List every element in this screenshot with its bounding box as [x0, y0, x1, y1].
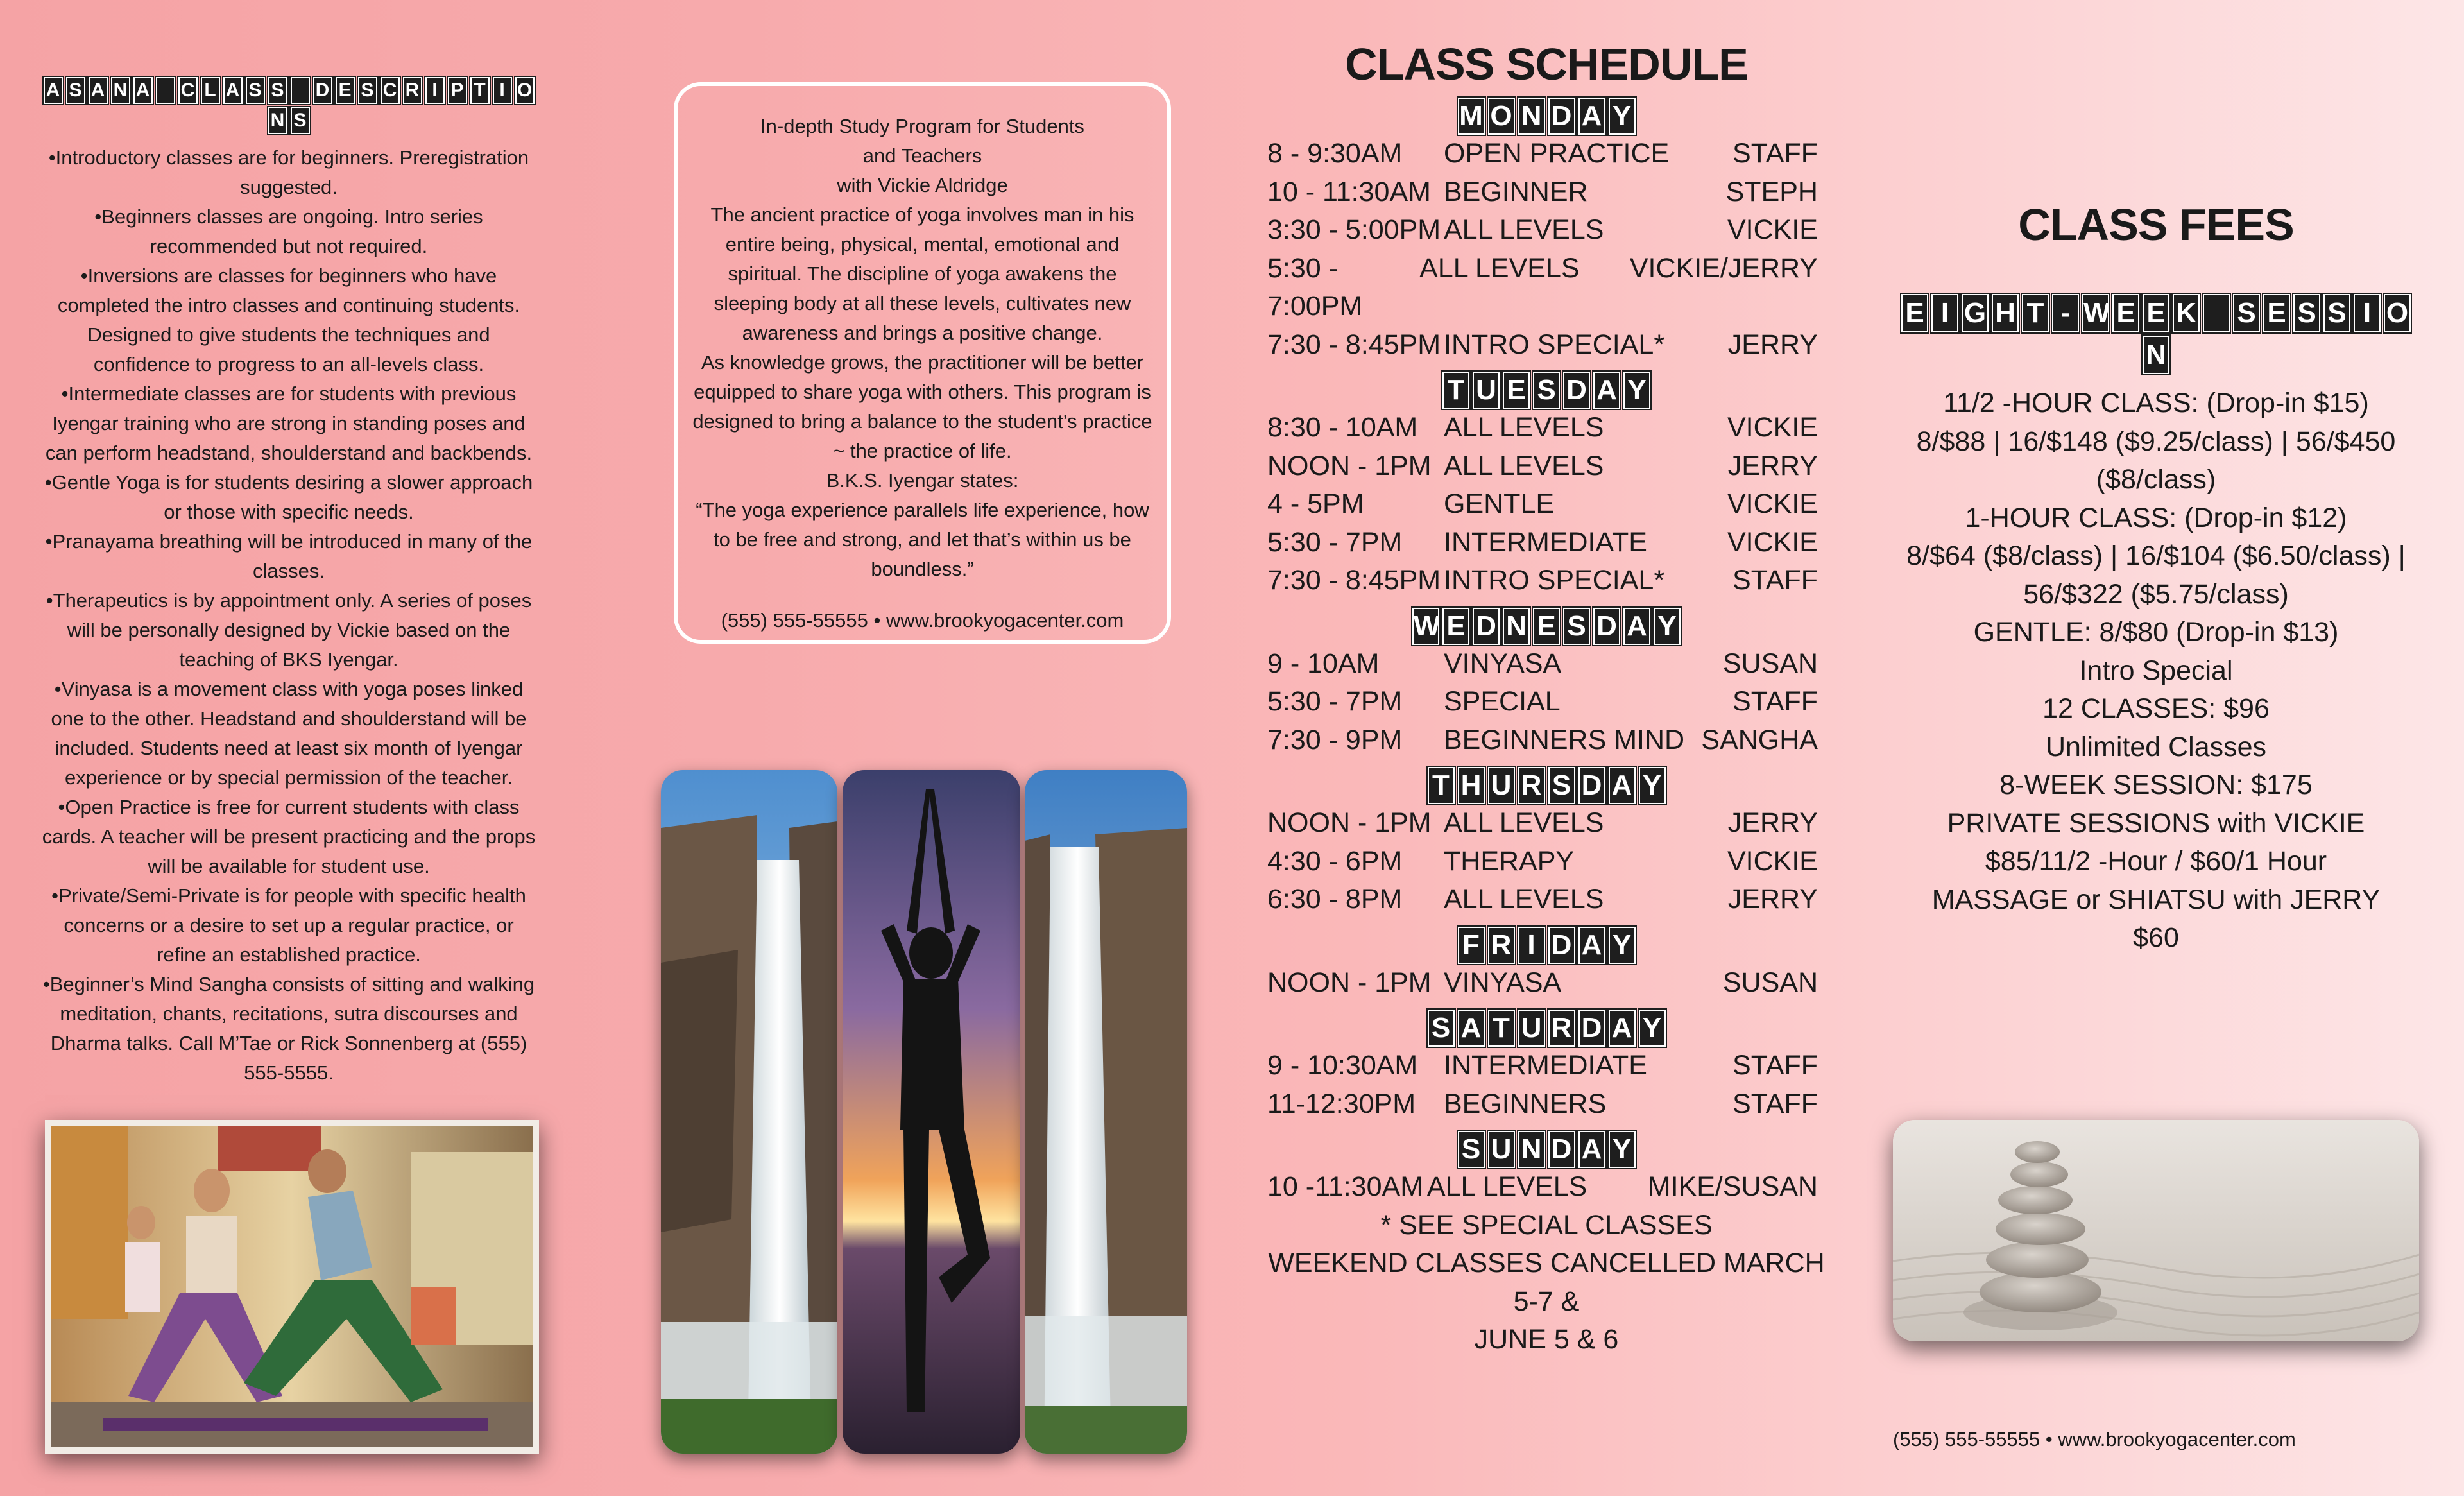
- heading-letter: E: [1533, 608, 1560, 645]
- class-name: THERAPY: [1444, 845, 1575, 877]
- heading-letter: Y: [1623, 372, 1650, 409]
- class-time: 5:30 - 7:00PM: [1267, 252, 1363, 322]
- day-heading-wednesday: [1267, 608, 1826, 645]
- schedule-row: [1267, 524, 1826, 562]
- schedule-row: [1267, 173, 1826, 212]
- class-name: BEGINNERS MIND: [1444, 724, 1685, 755]
- class-time: 10 - 11:30AM: [1267, 176, 1431, 207]
- class-staff: VICKIE: [1727, 488, 1818, 519]
- description-item: •Introductory classes are for beginners. Preregistration suggested.: [48, 146, 529, 198]
- description-item: •Pranayama breathing will be introduced in many of the classes.: [45, 530, 533, 582]
- heading-letter: Y: [1609, 98, 1636, 135]
- heading-letter: A: [1593, 372, 1620, 409]
- class-name: ALL LEVELS: [1444, 450, 1604, 481]
- class-time: NOON - 1PM: [1267, 450, 1432, 481]
- schedule-row: [1267, 645, 1826, 684]
- fees-title: CLASS FEES: [2018, 200, 2294, 250]
- heading-letter: Y: [1654, 608, 1681, 645]
- heading-letter: D: [1579, 767, 1605, 804]
- heading-letter: U: [1473, 372, 1500, 409]
- heading-letter: E: [1503, 372, 1530, 409]
- class-name: ALL LEVELS: [1426, 1171, 1587, 1202]
- heading-letter: R: [1518, 767, 1545, 804]
- heading-letter: S: [291, 107, 310, 134]
- schedule-row: [1267, 964, 1826, 1002]
- heading-letter: A: [223, 77, 243, 104]
- heading-letter: E: [336, 77, 355, 104]
- fee-line: Unlimited Classes: [2045, 731, 2267, 762]
- heading-letter: Y: [1639, 767, 1666, 804]
- class-time: NOON - 1PM: [1267, 807, 1432, 838]
- heading-letter: I: [2354, 294, 2381, 332]
- class-staff: VICKIE: [1727, 412, 1818, 443]
- heading-letter: N: [1503, 608, 1530, 645]
- eight-week-session-heading: [1890, 294, 2422, 374]
- class-staff: SUSAN: [1722, 648, 1818, 679]
- description-item: •Intermediate classes are for students with previous Iyengar training who are strong in standing poses and can perform headstand, shoulderstand and backbends.: [45, 383, 533, 464]
- class-time: NOON - 1PM: [1267, 967, 1432, 998]
- class-name: INTRO SPECIAL*: [1444, 565, 1665, 596]
- heading-letter: -: [2052, 294, 2079, 332]
- heading-letter: N: [1518, 98, 1545, 135]
- heading-letter: E: [2143, 294, 2169, 332]
- heading-letter: A: [1623, 608, 1650, 645]
- schedule-row: [1267, 485, 1826, 524]
- class-time: 11-12:30PM: [1267, 1088, 1416, 1119]
- heading-letter: A: [1579, 98, 1605, 135]
- heading-letter: A: [1609, 767, 1636, 804]
- heading-letter: S: [1548, 767, 1575, 804]
- schedule-row: [1267, 135, 1826, 173]
- class-staff: JERRY: [1727, 807, 1818, 838]
- heading-letter: [2203, 294, 2230, 332]
- heading-letter: D: [1473, 608, 1500, 645]
- heading-letter: S: [246, 77, 265, 104]
- heading-letter: K: [2173, 294, 2200, 332]
- fee-line: 8-WEEK SESSION: $175: [1999, 769, 2313, 800]
- class-name: VINYASA: [1444, 648, 1562, 679]
- heading-letter: W: [1412, 608, 1439, 645]
- heading-letter: D: [1548, 98, 1575, 135]
- descriptions-list: [38, 143, 539, 1088]
- class-schedule: [1267, 39, 1826, 1359]
- heading-letter: S: [2323, 294, 2350, 332]
- schedule-row: [1267, 326, 1826, 365]
- fee-line: MASSAGE or SHIATSU with JERRY: [1931, 884, 2381, 915]
- yoga-class-photo: [45, 1120, 539, 1454]
- class-time: 8:30 - 10AM: [1267, 412, 1418, 443]
- class-time: 6:30 - 8PM: [1267, 884, 1403, 915]
- class-staff: VICKIE: [1727, 526, 1818, 558]
- study-program-box: [674, 82, 1171, 644]
- heading-letter: T: [1488, 1010, 1515, 1047]
- fee-line: PRIVATE SESSIONS with VICKIE: [1947, 807, 2365, 839]
- heading-letter: C: [381, 77, 400, 104]
- schedule-row: [1267, 804, 1826, 843]
- study-title-1: In-depth Study Program for Students: [760, 115, 1084, 137]
- heading-letter: F: [1458, 927, 1485, 964]
- class-time: 10 -11:30AM: [1267, 1171, 1424, 1202]
- schedule-row: [1267, 409, 1826, 447]
- heading-letter: A: [1458, 1010, 1485, 1047]
- class-staff: MIKE/SUSAN: [1647, 1171, 1818, 1202]
- heading-letter: A: [89, 77, 108, 104]
- schedule-row: [1267, 721, 1826, 760]
- class-name: INTERMEDIATE: [1444, 526, 1647, 558]
- description-item: •Open Practice is free for current students with class cards. A teacher will be present practicing and the props will be available for student use.: [42, 796, 536, 877]
- heading-letter: E: [1901, 294, 1928, 332]
- class-staff: STAFF: [1733, 565, 1818, 596]
- description-item: •Gentle Yoga is for students desiring a slower approach or those with specific needs.: [44, 471, 533, 523]
- class-staff: VICKIE/JERRY: [1629, 252, 1818, 284]
- day-heading-monday: [1267, 98, 1826, 135]
- heading-letter: S: [2293, 294, 2320, 332]
- heading-letter: S: [358, 77, 377, 104]
- schedule-row: [1267, 843, 1826, 881]
- class-staff: JERRY: [1727, 329, 1818, 360]
- heading-letter: A: [1609, 1010, 1636, 1047]
- day-heading-thursday: [1267, 767, 1826, 804]
- description-item: •Private/Semi-Private is for people with specific health concerns or a desire to set up a regular practice, or refine an established practice.: [51, 884, 526, 966]
- class-name: BEGINNERS: [1444, 1088, 1607, 1119]
- heading-letter: R: [1488, 927, 1515, 964]
- study-title-3: with Vickie Aldridge: [837, 174, 1008, 196]
- heading-letter: D: [1563, 372, 1590, 409]
- day-heading-sunday: [1267, 1131, 1826, 1168]
- heading-letter: A: [1579, 927, 1605, 964]
- class-name: VINYASA: [1444, 967, 1562, 998]
- schedule-row: [1267, 211, 1826, 250]
- heading-letter: L: [201, 77, 220, 104]
- class-staff: SUSAN: [1722, 967, 1818, 998]
- iyengar-quote: “The yoga experience parallels life experience, how to be free and strong, and let that’s within us be boundless.”: [696, 499, 1149, 580]
- class-staff: STAFF: [1733, 1050, 1818, 1081]
- schedule-title: CLASS SCHEDULE: [1345, 39, 1748, 89]
- class-time: 9 - 10:30AM: [1267, 1050, 1418, 1081]
- class-staff: STEPH: [1725, 176, 1818, 207]
- class-time: 9 - 10AM: [1267, 648, 1380, 679]
- class-name: INTRO SPECIAL*: [1444, 329, 1665, 360]
- heading-letter: C: [178, 77, 198, 104]
- heading-letter: S: [66, 77, 85, 104]
- heading-letter: W: [2082, 294, 2109, 332]
- heading-letter: A: [133, 77, 153, 104]
- heading-letter: S: [1458, 1131, 1485, 1168]
- fee-line: GENTLE: 8/$80 (Drop-in $13): [1973, 617, 2339, 648]
- class-time: 7:30 - 8:45PM: [1267, 329, 1441, 360]
- yoga-silhouette-panel: [843, 770, 1020, 1454]
- class-staff: STAFF: [1733, 138, 1818, 169]
- class-name: BEGINNER: [1444, 176, 1588, 207]
- schedule-row: [1267, 1047, 1826, 1085]
- heading-letter: E: [2112, 294, 2139, 332]
- day-heading-tuesday: [1267, 372, 1826, 409]
- heading-letter: N: [1518, 1131, 1545, 1168]
- heading-letter: N: [111, 77, 130, 104]
- heading-letter: N: [2143, 336, 2169, 374]
- class-staff: JERRY: [1727, 450, 1818, 481]
- class-time: 5:30 - 7PM: [1267, 686, 1403, 717]
- quote-attribution: B.K.S. Iyengar states:: [826, 469, 1019, 492]
- class-name: INTERMEDIATE: [1444, 1050, 1647, 1081]
- heading-letter: I: [1931, 294, 1958, 332]
- heading-letter: S: [1563, 608, 1590, 645]
- heading-letter: S: [1533, 372, 1560, 409]
- class-staff: STAFF: [1733, 1088, 1818, 1119]
- class-time: 5:30 - 7PM: [1267, 526, 1403, 558]
- heading-letter: Y: [1609, 927, 1636, 964]
- fee-line: ($8/class): [2096, 464, 2216, 495]
- heading-letter: [156, 77, 175, 104]
- heading-letter: R: [1548, 1010, 1575, 1047]
- heading-letter: D: [1548, 1131, 1575, 1168]
- heading-letter: O: [1488, 98, 1515, 135]
- heading-letter: A: [44, 77, 63, 104]
- class-name: GENTLE: [1444, 488, 1555, 519]
- class-time: 7:30 - 9PM: [1267, 724, 1403, 755]
- heading-letter: Y: [1609, 1131, 1636, 1168]
- heading-letter: M: [1458, 98, 1485, 135]
- class-time: 3:30 - 5:00PM: [1267, 214, 1441, 245]
- heading-letter: H: [1458, 767, 1485, 804]
- waterfall-panel-left: [661, 770, 837, 1454]
- fee-line: 12 CLASSES: $96: [2042, 693, 2270, 724]
- class-staff: VICKIE: [1727, 845, 1818, 877]
- schedule-row: [1267, 683, 1826, 721]
- heading-letter: E: [2263, 294, 2290, 332]
- heading-letter: [291, 77, 310, 104]
- description-item: •Therapeutics is by appointment only. A series of poses will be personally designed by Vickie based on the teaching of BKS Iyengar.: [46, 589, 532, 671]
- class-name: ALL LEVELS: [1419, 252, 1580, 284]
- class-staff: STAFF: [1733, 686, 1818, 717]
- heading-letter: H: [1992, 294, 2019, 332]
- class-name: SPECIAL: [1444, 686, 1561, 717]
- heading-letter: R: [403, 77, 422, 104]
- heading-letter: D: [1579, 1010, 1605, 1047]
- heading-letter: N: [268, 107, 287, 134]
- class-name: OPEN PRACTICE: [1444, 138, 1670, 169]
- class-staff: SANGHA: [1701, 724, 1818, 755]
- heading-letter: U: [1488, 767, 1515, 804]
- class-staff: JERRY: [1727, 884, 1818, 915]
- heading-letter: O: [2384, 294, 2411, 332]
- fee-line: 8/$88 | 16/$148 ($9.25/class) | 56/$450: [1916, 426, 2396, 457]
- schedule-days: [1267, 98, 1826, 1207]
- waterfall-panel-right: [1025, 770, 1187, 1454]
- heading-letter: D: [1593, 608, 1620, 645]
- description-item: •Beginner’s Mind Sangha consists of sitting and walking meditation, chants, recitations, sutra discourses and Dharma talks. Call M’Tae or Rick Sonnenberg at (555) 555-5555.: [42, 973, 535, 1084]
- schedule-row: [1267, 1085, 1826, 1124]
- description-item: •Beginners classes are ongoing. Intro series recommended but not required.: [94, 205, 483, 257]
- schedule-row: [1267, 562, 1826, 600]
- heading-letter: S: [2233, 294, 2260, 332]
- class-time: 4 - 5PM: [1267, 488, 1364, 519]
- fee-line: $60: [2133, 922, 2179, 953]
- schedule-row: [1267, 1168, 1826, 1207]
- descriptions-heading: [38, 77, 539, 134]
- schedule-row: [1267, 881, 1826, 919]
- footer-contact: (555) 555-55555 • www.brookyogacenter.com: [1893, 1428, 2296, 1450]
- heading-letter: I: [1518, 927, 1545, 964]
- class-fees: [1890, 199, 2422, 958]
- study-paragraph-1: The ancient practice of yoga involves man in his entire being, physical, mental, emotional and spiritual. The discipline of yoga awakens the sleeping body at all these levels, cultivates new awareness and brings a positive change.: [710, 203, 1134, 344]
- fee-line: 56/$322 ($5.75/class): [2023, 578, 2289, 610]
- class-name: ALL LEVELS: [1444, 884, 1604, 915]
- schedule-note-cancelled: WEEKEND CLASSES CANCELLED MARCH 5-7 &: [1268, 1248, 1825, 1317]
- study-title-2: and Teachers: [862, 144, 982, 167]
- heading-letter: U: [1488, 1131, 1515, 1168]
- zen-stones-photo: [1893, 1120, 2419, 1341]
- class-time: 7:30 - 8:45PM: [1267, 565, 1441, 596]
- class-name: ALL LEVELS: [1444, 214, 1604, 245]
- heading-letter: P: [448, 77, 467, 104]
- heading-letter: S: [268, 77, 287, 104]
- class-name: ALL LEVELS: [1444, 412, 1604, 443]
- heading-letter: I: [493, 77, 512, 104]
- heading-letter: G: [1962, 294, 1989, 332]
- schedule-note-special: * SEE SPECIAL CLASSES: [1380, 1209, 1713, 1241]
- heading-letter: D: [313, 77, 332, 104]
- heading-letter: S: [1428, 1010, 1455, 1047]
- class-time: 4:30 - 6PM: [1267, 845, 1403, 877]
- description-item: •Inversions are classes for beginners who have completed the intro classes and continuing students. Designed to give students the techniques and confidence to progress to an all-levels class.: [57, 264, 520, 375]
- fee-line: Intro Special: [2079, 655, 2233, 686]
- heading-letter: O: [515, 77, 535, 104]
- heading-letter: T: [470, 77, 490, 104]
- class-staff: VICKIE: [1727, 214, 1818, 245]
- day-heading-friday: [1267, 927, 1826, 964]
- study-contact: (555) 555-55555 • www.brookyogacenter.com: [721, 609, 1124, 632]
- heading-letter: T: [1442, 372, 1469, 409]
- heading-letter: T: [2022, 294, 2049, 332]
- heading-letter: D: [1548, 927, 1575, 964]
- class-name: ALL LEVELS: [1444, 807, 1604, 838]
- day-heading-saturday: [1267, 1010, 1826, 1047]
- heading-letter: I: [425, 77, 445, 104]
- heading-letter: Y: [1639, 1010, 1666, 1047]
- description-item: •Vinyasa is a movement class with yoga poses linked one to the other. Headstand and shoulderstand will be included. Students need at least six month of Iyengar experience or by special permission of the teacher.: [51, 678, 527, 789]
- schedule-note-dates: JUNE 5 & 6: [1474, 1324, 1619, 1355]
- fee-line: $85/11/2 -Hour / $60/1 Hour: [1985, 846, 2327, 877]
- class-descriptions: [38, 77, 539, 1088]
- schedule-row: [1267, 250, 1826, 326]
- schedule-row: [1267, 447, 1826, 486]
- fee-line: 11/2 -HOUR CLASS: (Drop-in $15): [1943, 388, 2369, 418]
- heading-letter: A: [1579, 1131, 1605, 1168]
- fee-line: 1-HOUR CLASS: (Drop-in $12): [1965, 502, 2347, 533]
- heading-letter: T: [1428, 767, 1455, 804]
- study-paragraph-2: As knowledge grows, the practitioner will be better equipped to share yoga with others. This program is designed to bring a balance to the student’s practice ~ the practice of life.: [692, 351, 1152, 462]
- fees-list: [1890, 384, 2422, 958]
- heading-letter: U: [1518, 1010, 1545, 1047]
- heading-letter: E: [1442, 608, 1469, 645]
- fee-line: 8/$64 ($8/class) | 16/$104 ($6.50/class) |: [1906, 540, 2406, 571]
- class-time: 8 - 9:30AM: [1267, 138, 1403, 169]
